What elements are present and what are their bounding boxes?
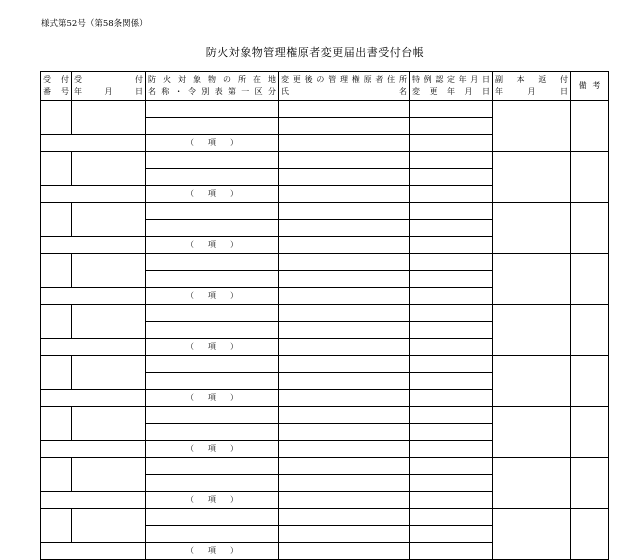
header-char: 名 xyxy=(399,87,407,96)
use-category-text: ） xyxy=(230,240,238,249)
use-category-text: 項 xyxy=(208,189,216,198)
use-category-text: （ xyxy=(186,495,194,504)
header-char: 在 xyxy=(253,75,261,84)
col-header-new-holder xyxy=(279,72,410,101)
cell-blank[interactable] xyxy=(410,186,493,203)
cell-location[interactable] xyxy=(146,254,279,271)
cell-blank[interactable] xyxy=(279,237,410,254)
cell-name[interactable] xyxy=(146,271,279,288)
cell-changed-date[interactable] xyxy=(410,373,493,390)
cell-special-cert-date[interactable] xyxy=(410,458,493,475)
cell-location[interactable] xyxy=(146,458,279,475)
header-char: 物 xyxy=(208,75,216,84)
header-char: 認 xyxy=(435,75,444,84)
header-line xyxy=(72,74,145,86)
header-char: 号 xyxy=(61,87,69,96)
cell-changed-date[interactable] xyxy=(410,322,493,339)
cell-duplicate-return-date[interactable] xyxy=(493,305,571,356)
cell-special-cert-date[interactable] xyxy=(410,203,493,220)
cell-blank[interactable] xyxy=(410,135,493,152)
use-category-label xyxy=(146,543,278,559)
header-char: 月 xyxy=(464,87,473,96)
header-char: 定 xyxy=(446,75,455,84)
col-header-receipt-number xyxy=(41,72,72,101)
cell-duplicate-return-date[interactable] xyxy=(493,356,571,407)
cell-use-category[interactable] xyxy=(146,390,279,407)
page-title: 防火対象物管理権原者変更届出書受付台帳 xyxy=(205,46,425,59)
header-char: 更 xyxy=(429,87,438,96)
header-line xyxy=(146,74,278,86)
use-category-text: 項 xyxy=(208,138,216,147)
cell-remarks[interactable] xyxy=(571,356,609,407)
cell-name[interactable] xyxy=(146,169,279,186)
use-category-label xyxy=(146,237,278,253)
cell-blank[interactable] xyxy=(279,186,410,203)
header-line xyxy=(72,86,145,98)
header-char: 年 xyxy=(74,87,82,96)
cell-special-cert-date[interactable] xyxy=(410,356,493,373)
cell-special-cert-date[interactable] xyxy=(410,152,493,169)
cell-new-holder-address[interactable] xyxy=(279,152,410,169)
header-char: 付 xyxy=(61,75,69,84)
use-category-label xyxy=(146,441,278,457)
cell-blank[interactable] xyxy=(410,390,493,407)
use-category-label xyxy=(146,186,278,202)
cell-new-holder-address[interactable] xyxy=(279,509,410,526)
header-line xyxy=(571,80,608,92)
header-char: 理 xyxy=(339,75,348,84)
use-category-text: （ xyxy=(186,546,194,555)
use-category-text: ） xyxy=(230,444,238,453)
cell-blank[interactable] xyxy=(279,339,410,356)
header-char: 住 xyxy=(387,75,396,84)
header-char: の xyxy=(316,75,325,84)
header-char: 日 xyxy=(135,87,143,96)
cell-remarks[interactable] xyxy=(571,203,609,254)
header-line xyxy=(41,74,71,86)
col-header-special-cert-date xyxy=(410,72,493,101)
cell-use-category[interactable] xyxy=(146,339,279,356)
header-char: 火 xyxy=(163,75,171,84)
header-char: 原 xyxy=(363,75,372,84)
table-row xyxy=(41,203,609,220)
cell-receipt-number[interactable] xyxy=(41,305,72,339)
cell-new-holder-name[interactable] xyxy=(279,475,410,492)
use-category-label xyxy=(146,288,278,304)
use-category-text: 項 xyxy=(208,240,216,249)
use-category-text: ） xyxy=(230,546,238,555)
cell-changed-date[interactable] xyxy=(410,526,493,543)
use-category-text: 項 xyxy=(208,444,216,453)
cell-new-holder-name[interactable] xyxy=(279,118,410,135)
cell-blank[interactable] xyxy=(410,543,493,560)
cell-remarks[interactable] xyxy=(571,254,609,305)
cell-remarks[interactable] xyxy=(571,509,609,560)
use-category-text: ） xyxy=(230,495,238,504)
header-char: 第 xyxy=(227,87,236,96)
cell-name[interactable] xyxy=(146,424,279,441)
cell-receipt-number[interactable] xyxy=(41,407,72,441)
header-char: 者 xyxy=(375,75,384,84)
cell-new-holder-address[interactable] xyxy=(279,305,410,322)
cell-blank[interactable] xyxy=(279,543,410,560)
header-char: 表 xyxy=(214,87,223,96)
use-category-text: 項 xyxy=(208,342,216,351)
header-char: 年 xyxy=(495,87,503,96)
header-char: 名 xyxy=(148,87,156,96)
cell-new-holder-name[interactable] xyxy=(279,373,410,390)
form-number: 様式第52号（第58条関係） xyxy=(41,19,148,29)
table-row xyxy=(41,407,609,424)
cell-location[interactable] xyxy=(146,203,279,220)
cell-receipt-date[interactable] xyxy=(72,254,146,288)
header-char: 一 xyxy=(241,87,250,96)
header-char: 所 xyxy=(238,75,246,84)
cell-blank[interactable] xyxy=(41,135,146,152)
cell-changed-date[interactable] xyxy=(410,169,493,186)
header-char: 年 xyxy=(458,75,467,84)
cell-remarks[interactable] xyxy=(571,458,609,509)
cell-receipt-date[interactable] xyxy=(72,305,146,339)
header-char: 更 xyxy=(292,75,301,84)
header-char: 権 xyxy=(351,75,360,84)
cell-new-holder-name[interactable] xyxy=(279,169,410,186)
cell-use-category[interactable] xyxy=(146,135,279,152)
header-char: 月 xyxy=(104,87,113,96)
cell-changed-date[interactable] xyxy=(410,220,493,237)
cell-location[interactable] xyxy=(146,101,279,118)
use-category-label xyxy=(146,339,278,355)
use-category-text: （ xyxy=(186,138,194,147)
header-char: 特 xyxy=(412,75,420,84)
cell-blank[interactable] xyxy=(41,390,146,407)
header-line xyxy=(493,86,570,98)
table-row xyxy=(41,254,609,271)
cell-blank[interactable] xyxy=(41,543,146,560)
cell-location[interactable] xyxy=(146,152,279,169)
cell-duplicate-return-date[interactable] xyxy=(493,407,571,458)
cell-changed-date[interactable] xyxy=(410,424,493,441)
cell-remarks[interactable] xyxy=(571,152,609,203)
cell-remarks[interactable] xyxy=(571,305,609,356)
header-char: 日 xyxy=(560,87,568,96)
cell-name[interactable] xyxy=(146,526,279,543)
use-category-text: （ xyxy=(186,342,194,351)
cell-blank[interactable] xyxy=(279,288,410,305)
header-char: 変 xyxy=(281,75,289,84)
header-line xyxy=(279,86,409,98)
cell-new-holder-address[interactable] xyxy=(279,254,410,271)
header-char: 分 xyxy=(267,87,276,96)
header-char: 地 xyxy=(268,75,276,84)
cell-new-holder-address[interactable] xyxy=(279,101,410,118)
header-char: 令 xyxy=(187,87,196,96)
use-category-text: ） xyxy=(230,291,238,300)
cell-receipt-date[interactable] xyxy=(72,458,146,492)
cell-use-category[interactable] xyxy=(146,543,279,560)
cell-blank[interactable] xyxy=(41,339,146,356)
header-char: 象 xyxy=(193,75,201,84)
cell-duplicate-return-date[interactable] xyxy=(493,509,571,560)
cell-changed-date[interactable] xyxy=(410,271,493,288)
cell-name[interactable] xyxy=(146,118,279,135)
cell-new-holder-address[interactable] xyxy=(279,356,410,373)
cell-remarks[interactable] xyxy=(571,101,609,152)
use-category-label xyxy=(146,135,278,151)
header-line xyxy=(279,74,409,86)
cell-blank[interactable] xyxy=(279,441,410,458)
header-char: の xyxy=(223,75,231,84)
cell-new-holder-name[interactable] xyxy=(279,220,410,237)
cell-receipt-number[interactable] xyxy=(41,458,72,492)
cell-use-category[interactable] xyxy=(146,441,279,458)
header-line xyxy=(410,74,492,86)
cell-new-holder-name[interactable] xyxy=(279,271,410,288)
header-char: 例 xyxy=(423,75,432,84)
cell-new-holder-address[interactable] xyxy=(279,458,410,475)
cell-new-holder-address[interactable] xyxy=(279,203,410,220)
cell-duplicate-return-date[interactable] xyxy=(493,101,571,152)
header-char: ・ xyxy=(174,87,183,96)
cell-name[interactable] xyxy=(146,322,279,339)
header-char: 後 xyxy=(304,75,313,84)
use-category-text: ） xyxy=(230,189,238,198)
cell-blank[interactable] xyxy=(410,492,493,509)
cell-receipt-number[interactable] xyxy=(41,254,72,288)
header-char: 副 xyxy=(495,75,503,84)
col-header-remarks xyxy=(571,72,609,101)
header-char: 返 xyxy=(538,75,547,84)
cell-receipt-number[interactable] xyxy=(41,356,72,390)
cell-duplicate-return-date[interactable] xyxy=(493,203,571,254)
header-char: 別 xyxy=(201,87,210,96)
use-category-text: （ xyxy=(186,393,194,402)
use-category-text: ） xyxy=(230,138,238,147)
cell-blank[interactable] xyxy=(410,288,493,305)
cell-changed-date[interactable] xyxy=(410,475,493,492)
cell-receipt-number[interactable] xyxy=(41,152,72,186)
cell-remarks[interactable] xyxy=(571,407,609,458)
header-char: 変 xyxy=(412,87,420,96)
header-char: 氏 xyxy=(281,87,289,96)
cell-blank[interactable] xyxy=(41,288,146,305)
header-char: 考 xyxy=(592,81,601,90)
header-char: 日 xyxy=(481,75,490,84)
cell-new-holder-address[interactable] xyxy=(279,407,410,424)
cell-location[interactable] xyxy=(146,509,279,526)
col-header-location-name xyxy=(146,72,279,101)
cell-use-category[interactable] xyxy=(146,186,279,203)
cell-special-cert-date[interactable] xyxy=(410,101,493,118)
header-char: 月 xyxy=(527,87,536,96)
cell-name[interactable] xyxy=(146,373,279,390)
cell-use-category[interactable] xyxy=(146,237,279,254)
cell-special-cert-date[interactable] xyxy=(410,407,493,424)
cell-name[interactable] xyxy=(146,220,279,237)
cell-new-holder-name[interactable] xyxy=(279,322,410,339)
table-row xyxy=(41,305,609,322)
cell-changed-date[interactable] xyxy=(410,118,493,135)
cell-duplicate-return-date[interactable] xyxy=(493,254,571,305)
use-category-text: （ xyxy=(186,444,194,453)
use-category-text: 項 xyxy=(208,393,216,402)
cell-location[interactable] xyxy=(146,305,279,322)
cell-use-category[interactable] xyxy=(146,492,279,509)
header-char: 年 xyxy=(447,87,455,96)
header-row xyxy=(41,72,609,101)
use-category-text: （ xyxy=(186,240,194,249)
cell-duplicate-return-date[interactable] xyxy=(493,152,571,203)
cell-blank[interactable] xyxy=(410,339,493,356)
use-category-label xyxy=(146,492,278,508)
use-category-text: 項 xyxy=(208,291,216,300)
table-row xyxy=(41,458,609,475)
cell-receipt-date[interactable] xyxy=(72,101,146,135)
header-char: 本 xyxy=(516,75,525,84)
use-category-text: ） xyxy=(230,393,238,402)
use-category-text: （ xyxy=(186,291,194,300)
col-header-receipt-date xyxy=(72,72,146,101)
use-category-text: 項 xyxy=(208,495,216,504)
cell-receipt-date[interactable] xyxy=(72,356,146,390)
header-char: 付 xyxy=(135,75,143,84)
header-char: 備 xyxy=(578,81,587,90)
header-char: 区 xyxy=(254,87,263,96)
table-row xyxy=(41,101,609,118)
header-line xyxy=(410,86,492,98)
cell-special-cert-date[interactable] xyxy=(410,509,493,526)
cell-special-cert-date[interactable] xyxy=(410,254,493,271)
cell-blank[interactable] xyxy=(41,186,146,203)
table-row xyxy=(41,509,609,526)
cell-new-holder-name[interactable] xyxy=(279,526,410,543)
header-char: 番 xyxy=(43,87,51,96)
header-char: 受 xyxy=(43,75,51,84)
table-row xyxy=(41,152,609,169)
header-line xyxy=(41,86,71,98)
cell-blank[interactable] xyxy=(279,492,410,509)
cell-special-cert-date[interactable] xyxy=(410,305,493,322)
header-char: 対 xyxy=(178,75,186,84)
use-category-text: （ xyxy=(186,189,194,198)
header-char: 管 xyxy=(328,75,337,84)
cell-receipt-date[interactable] xyxy=(72,407,146,441)
cell-new-holder-name[interactable] xyxy=(279,424,410,441)
cell-receipt-date[interactable] xyxy=(72,509,146,543)
header-char: 受 xyxy=(74,75,82,84)
header-char: 月 xyxy=(470,75,479,84)
cell-blank[interactable] xyxy=(41,492,146,509)
use-category-label xyxy=(146,390,278,406)
cell-receipt-number[interactable] xyxy=(41,509,72,543)
cell-blank[interactable] xyxy=(410,237,493,254)
cell-blank[interactable] xyxy=(410,441,493,458)
header-char: 称 xyxy=(161,87,170,96)
header-char: 日 xyxy=(482,87,490,96)
use-category-text: ） xyxy=(230,342,238,351)
table-row xyxy=(41,356,609,373)
header-char: 所 xyxy=(398,75,407,84)
cell-blank[interactable] xyxy=(279,135,410,152)
header-char: 防 xyxy=(148,75,156,84)
cell-use-category[interactable] xyxy=(146,288,279,305)
cell-location[interactable] xyxy=(146,407,279,424)
cell-receipt-number[interactable] xyxy=(41,203,72,237)
cell-receipt-date[interactable] xyxy=(72,203,146,237)
header-line xyxy=(146,86,278,98)
cell-blank[interactable] xyxy=(41,441,146,458)
header-char: 付 xyxy=(559,75,568,84)
cell-receipt-date[interactable] xyxy=(72,152,146,186)
use-category-text: 項 xyxy=(208,546,216,555)
cell-blank[interactable] xyxy=(41,237,146,254)
cell-receipt-number[interactable] xyxy=(41,101,72,135)
ledger-table xyxy=(40,71,609,560)
cell-name[interactable] xyxy=(146,475,279,492)
header-line xyxy=(493,74,570,86)
cell-blank[interactable] xyxy=(279,390,410,407)
cell-location[interactable] xyxy=(146,356,279,373)
cell-duplicate-return-date[interactable] xyxy=(493,458,571,509)
col-header-duplicate-return-date xyxy=(493,72,571,101)
